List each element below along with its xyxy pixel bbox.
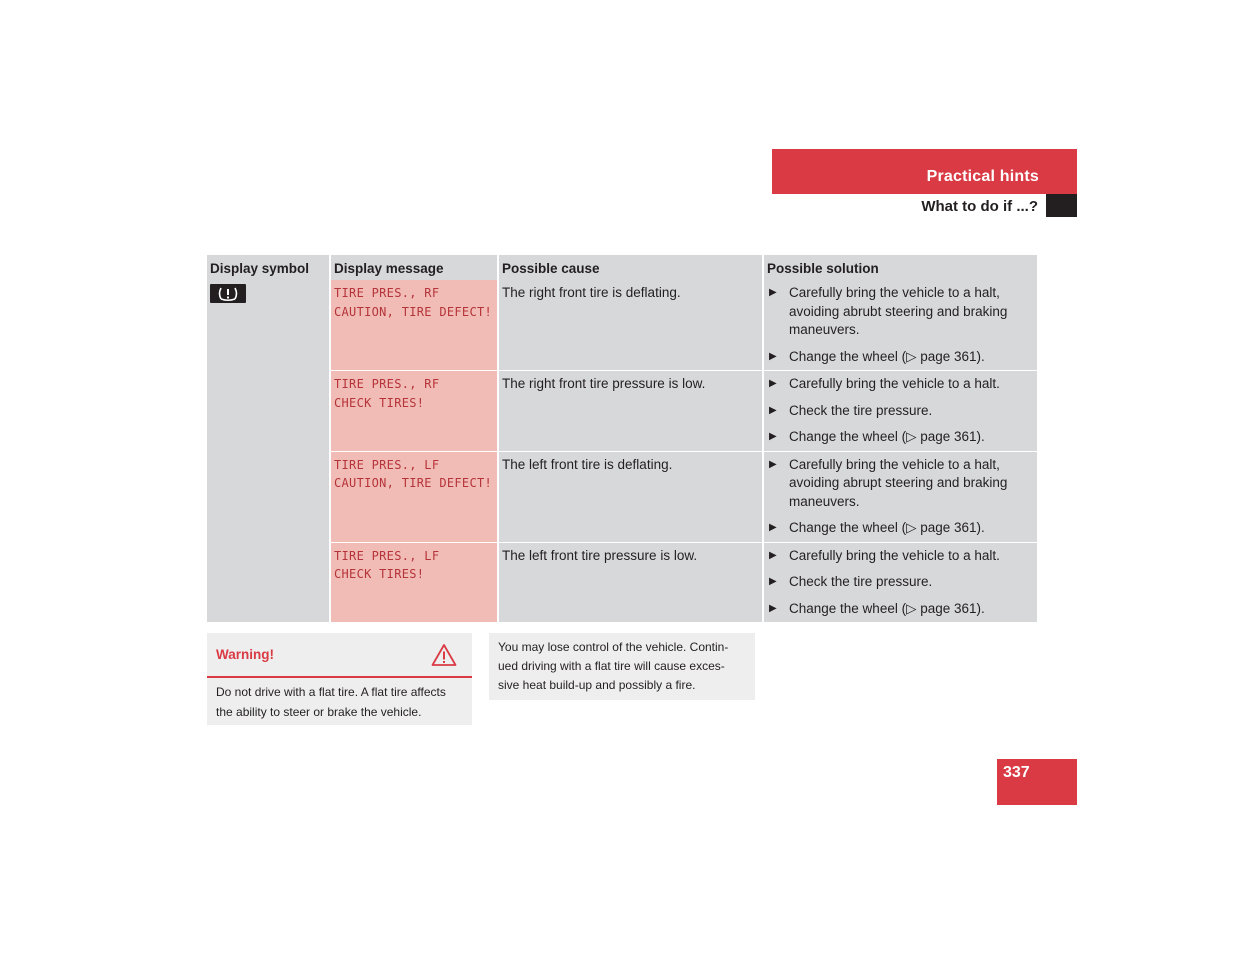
solution-item (767, 284, 1034, 340)
solution-text: Carefully bring the vehicle to a halt, avoiding abrupt steering and braking maneuvers. (789, 456, 1008, 509)
solution-item (767, 348, 1034, 367)
page-number: 337 (1003, 764, 1030, 781)
warning-continued-box (489, 633, 755, 700)
message-line: CAUTION, TIRE DEFECT! (334, 476, 493, 490)
warning-triangle-icon (431, 643, 457, 672)
solution-item (767, 428, 1034, 447)
triangle-bullet-icon: ▶ (769, 549, 777, 561)
possible-solution (763, 371, 1037, 452)
thumb-tab (1046, 194, 1077, 217)
solution-text: Carefully bring the vehicle to a halt, avoiding abrubt steering and braking maneuvers. (789, 285, 1008, 337)
solution-item (767, 573, 1034, 592)
triangle-bullet-icon: ▶ (769, 576, 777, 587)
possible-solution (763, 451, 1037, 542)
solution-text: Check the tire pressure. (789, 574, 933, 589)
solution-item (767, 547, 1034, 566)
solution-text: Change the wheel (▷ page 361). (789, 348, 985, 364)
column-header: Display symbol (207, 255, 330, 280)
message-line: TIRE PRES., RF (334, 286, 440, 300)
warning-box (207, 633, 472, 725)
warning-continued-text: You may lose control of the vehicle. Contin-ued driving with a flat tire will cause exces-sive heat build-up and possibly a fire. (498, 640, 729, 692)
possible-cause: The right front tire is deflating. (498, 280, 763, 371)
triangle-bullet-icon: ▶ (769, 602, 777, 614)
table-row (207, 280, 1037, 371)
message-line: CHECK TIRES! (334, 395, 425, 410)
solution-text: Carefully bring the vehicle to a halt. (789, 376, 1000, 391)
display-message (330, 280, 498, 371)
display-message (330, 371, 498, 452)
solution-item (767, 456, 1034, 512)
solution-text: Carefully bring the vehicle to a halt. (789, 547, 1000, 563)
warning-text: Do not drive with a flat tire. A flat tire affects the ability to steer or brake the vehicle. (216, 685, 446, 719)
possible-solution (763, 542, 1037, 623)
subsection-title: What to do if ...? (921, 198, 1038, 215)
column-header: Possible solution (763, 255, 1037, 280)
triangle-bullet-icon: ▶ (769, 522, 777, 533)
symbol-cell (207, 280, 330, 623)
message-line: CHECK TIRES! (334, 567, 425, 581)
triangle-bullet-icon: ▶ (769, 378, 777, 389)
triangle-bullet-icon: ▶ (769, 350, 777, 362)
warning-header (207, 633, 472, 678)
display-message (330, 542, 498, 623)
possible-solution (763, 280, 1037, 371)
possible-cause: The right front tire pressure is low. (498, 371, 763, 452)
warning-title: Warning! (216, 647, 274, 662)
possible-cause: The left front tire is deflating. (498, 451, 763, 542)
solution-item (767, 375, 1034, 394)
table-header-row (207, 255, 1037, 280)
message-line: CAUTION, TIRE DEFECT! (334, 304, 493, 319)
section-header-bar (772, 149, 1077, 194)
solution-text: Change the wheel (▷ page 361). (789, 520, 985, 535)
solution-text: Change the wheel (▷ page 361). (789, 600, 985, 616)
triangle-bullet-icon: ▶ (769, 287, 777, 298)
tire-pressure-warning-icon (210, 284, 246, 303)
solution-text: Check the tire pressure. (789, 402, 933, 418)
table-row (207, 542, 1037, 623)
message-line: TIRE PRES., LF (334, 548, 440, 563)
column-header: Display message (330, 255, 498, 280)
fault-table (207, 255, 1037, 623)
possible-cause: The left front tire pressure is low. (498, 542, 763, 623)
solution-item (767, 600, 1034, 619)
message-line: TIRE PRES., LF (334, 457, 440, 472)
table-row (207, 371, 1037, 452)
solution-item (767, 402, 1034, 421)
triangle-bullet-icon: ▶ (769, 458, 777, 470)
column-header: Possible cause (498, 255, 763, 280)
table-row (207, 451, 1037, 542)
section-title: Practical hints (926, 168, 1039, 185)
display-message (330, 451, 498, 542)
page-number-box (997, 759, 1077, 805)
solution-item (767, 519, 1034, 538)
triangle-bullet-icon: ▶ (769, 404, 777, 416)
solution-text: Change the wheel (▷ page 361). (789, 429, 985, 444)
triangle-bullet-icon: ▶ (769, 431, 777, 442)
message-line: TIRE PRES., RF (334, 377, 440, 391)
